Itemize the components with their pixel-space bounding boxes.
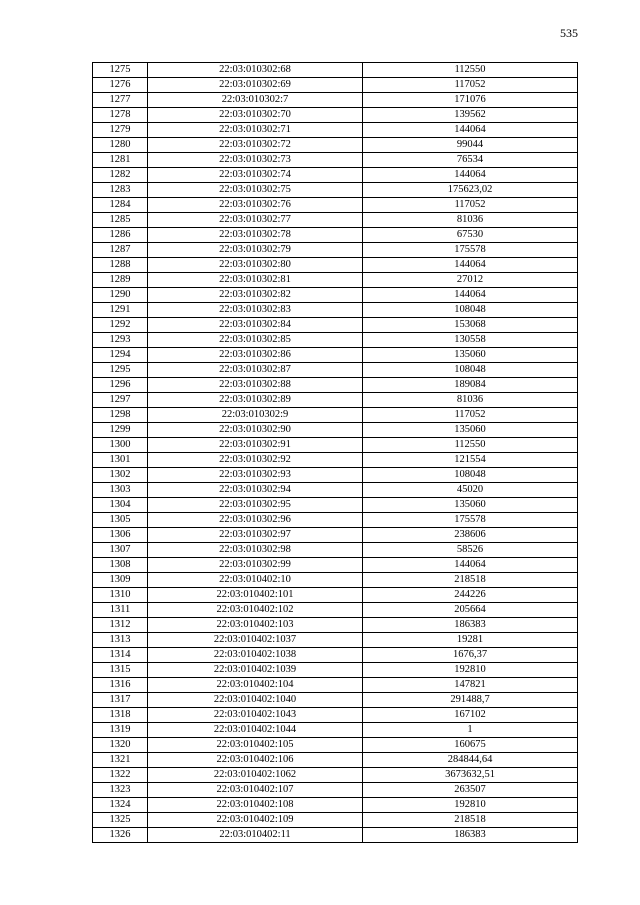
- value-cell: 1: [363, 723, 578, 738]
- value-cell: 108048: [363, 468, 578, 483]
- row-number-cell: 1282: [93, 168, 148, 183]
- value-cell: 121554: [363, 453, 578, 468]
- row-number-cell: 1303: [93, 483, 148, 498]
- table-row: [93, 813, 578, 828]
- cadastral-number-cell: 22:03:010402:1044: [148, 723, 363, 738]
- cadastral-number-cell: 22:03:010302:89: [148, 393, 363, 408]
- value-cell: 144064: [363, 123, 578, 138]
- cadastral-number-cell: 22:03:010302:95: [148, 498, 363, 513]
- row-number-cell: 1321: [93, 753, 148, 768]
- value-cell: 81036: [363, 393, 578, 408]
- cadastral-number-cell: 22:03:010302:70: [148, 108, 363, 123]
- cadastral-number-cell: 22:03:010402:109: [148, 813, 363, 828]
- value-cell: 81036: [363, 213, 578, 228]
- value-cell: 144064: [363, 558, 578, 573]
- cadastral-number-cell: 22:03:010402:105: [148, 738, 363, 753]
- table-row: [93, 288, 578, 303]
- cadastral-number-cell: 22:03:010402:1043: [148, 708, 363, 723]
- page-number: 535: [560, 26, 578, 40]
- row-number-cell: 1301: [93, 453, 148, 468]
- cadastral-number-cell: 22:03:010302:73: [148, 153, 363, 168]
- value-cell: 135060: [363, 498, 578, 513]
- row-number-cell: 1305: [93, 513, 148, 528]
- row-number-cell: 1297: [93, 393, 148, 408]
- value-cell: 135060: [363, 348, 578, 363]
- value-cell: 139562: [363, 108, 578, 123]
- cadastral-number-cell: 22:03:010302:76: [148, 198, 363, 213]
- value-cell: 175623,02: [363, 183, 578, 198]
- table-row: [93, 693, 578, 708]
- table-row: [93, 483, 578, 498]
- row-number-cell: 1281: [93, 153, 148, 168]
- value-cell: 147821: [363, 678, 578, 693]
- cadastral-number-cell: 22:03:010302:9: [148, 408, 363, 423]
- cadastral-number-cell: 22:03:010402:102: [148, 603, 363, 618]
- cadastral-number-cell: 22:03:010302:87: [148, 363, 363, 378]
- value-cell: 19281: [363, 633, 578, 648]
- table-row: [93, 423, 578, 438]
- table-row: [93, 678, 578, 693]
- table-row: [93, 123, 578, 138]
- cadastral-number-cell: 22:03:010302:97: [148, 528, 363, 543]
- table-row: [93, 588, 578, 603]
- row-number-cell: 1302: [93, 468, 148, 483]
- cadastral-number-cell: 22:03:010402:103: [148, 618, 363, 633]
- table-row: [93, 453, 578, 468]
- value-cell: 171076: [363, 93, 578, 108]
- table-row: [93, 498, 578, 513]
- row-number-cell: 1287: [93, 243, 148, 258]
- table-row: [93, 663, 578, 678]
- cadastral-number-cell: 22:03:010302:72: [148, 138, 363, 153]
- table-row: [93, 273, 578, 288]
- row-number-cell: 1307: [93, 543, 148, 558]
- cadastral-number-cell: 22:03:010302:88: [148, 378, 363, 393]
- row-number-cell: 1320: [93, 738, 148, 753]
- row-number-cell: 1285: [93, 213, 148, 228]
- table-row: [93, 633, 578, 648]
- table-row: [93, 753, 578, 768]
- table-row: [93, 138, 578, 153]
- value-cell: 117052: [363, 198, 578, 213]
- value-cell: 135060: [363, 423, 578, 438]
- table-row: [93, 468, 578, 483]
- table-row: [93, 393, 578, 408]
- table-row: [93, 513, 578, 528]
- table-row: [93, 573, 578, 588]
- value-cell: 218518: [363, 813, 578, 828]
- row-number-cell: 1308: [93, 558, 148, 573]
- row-number-cell: 1306: [93, 528, 148, 543]
- table-row: [93, 558, 578, 573]
- value-cell: 218518: [363, 573, 578, 588]
- row-number-cell: 1309: [93, 573, 148, 588]
- cadastral-number-cell: 22:03:010302:69: [148, 78, 363, 93]
- value-cell: 263507: [363, 783, 578, 798]
- row-number-cell: 1304: [93, 498, 148, 513]
- value-cell: 186383: [363, 828, 578, 843]
- row-number-cell: 1280: [93, 138, 148, 153]
- table-row: [93, 648, 578, 663]
- table-row: [93, 93, 578, 108]
- table-row: [93, 108, 578, 123]
- data-table: [92, 62, 578, 843]
- row-number-cell: 1300: [93, 438, 148, 453]
- value-cell: 144064: [363, 258, 578, 273]
- value-cell: 144064: [363, 168, 578, 183]
- table-row: [93, 528, 578, 543]
- table-row: [93, 318, 578, 333]
- table-row: [93, 768, 578, 783]
- table-row: [93, 258, 578, 273]
- cadastral-number-cell: 22:03:010302:68: [148, 63, 363, 78]
- cadastral-number-cell: 22:03:010302:74: [148, 168, 363, 183]
- cadastral-number-cell: 22:03:010402:106: [148, 753, 363, 768]
- cadastral-number-cell: 22:03:010302:81: [148, 273, 363, 288]
- value-cell: 186383: [363, 618, 578, 633]
- value-cell: 153068: [363, 318, 578, 333]
- value-cell: 67530: [363, 228, 578, 243]
- value-cell: 108048: [363, 363, 578, 378]
- row-number-cell: 1299: [93, 423, 148, 438]
- cadastral-number-cell: 22:03:010302:84: [148, 318, 363, 333]
- value-cell: 284844,64: [363, 753, 578, 768]
- table-row: [93, 543, 578, 558]
- cadastral-number-cell: 22:03:010402:101: [148, 588, 363, 603]
- table-row: [93, 198, 578, 213]
- table-row: [93, 618, 578, 633]
- value-cell: 27012: [363, 273, 578, 288]
- row-number-cell: 1310: [93, 588, 148, 603]
- cadastral-number-cell: 22:03:010402:1039: [148, 663, 363, 678]
- cadastral-number-cell: 22:03:010402:107: [148, 783, 363, 798]
- value-cell: 117052: [363, 78, 578, 93]
- table-row: [93, 333, 578, 348]
- cadastral-number-cell: 22:03:010302:85: [148, 333, 363, 348]
- cadastral-number-cell: 22:03:010402:104: [148, 678, 363, 693]
- cadastral-number-cell: 22:03:010402:1040: [148, 693, 363, 708]
- cadastral-number-cell: 22:03:010302:98: [148, 543, 363, 558]
- value-cell: 112550: [363, 438, 578, 453]
- table-row: [93, 603, 578, 618]
- row-number-cell: 1318: [93, 708, 148, 723]
- value-cell: 108048: [363, 303, 578, 318]
- row-number-cell: 1276: [93, 78, 148, 93]
- table-row: [93, 228, 578, 243]
- row-number-cell: 1312: [93, 618, 148, 633]
- row-number-cell: 1279: [93, 123, 148, 138]
- value-cell: 192810: [363, 663, 578, 678]
- value-cell: 76534: [363, 153, 578, 168]
- row-number-cell: 1296: [93, 378, 148, 393]
- table-row: [93, 798, 578, 813]
- table-row: [93, 243, 578, 258]
- row-number-cell: 1313: [93, 633, 148, 648]
- row-number-cell: 1322: [93, 768, 148, 783]
- row-number-cell: 1295: [93, 363, 148, 378]
- table-row: [93, 303, 578, 318]
- cadastral-number-cell: 22:03:010302:75: [148, 183, 363, 198]
- cadastral-number-cell: 22:03:010402:1038: [148, 648, 363, 663]
- table-row: [93, 153, 578, 168]
- cadastral-number-cell: 22:03:010302:82: [148, 288, 363, 303]
- value-cell: 160675: [363, 738, 578, 753]
- table-row: [93, 183, 578, 198]
- cadastral-number-cell: 22:03:010302:78: [148, 228, 363, 243]
- cadastral-number-cell: 22:03:010402:1062: [148, 768, 363, 783]
- row-number-cell: 1325: [93, 813, 148, 828]
- table-row: [93, 408, 578, 423]
- row-number-cell: 1298: [93, 408, 148, 423]
- cadastral-number-cell: 22:03:010302:99: [148, 558, 363, 573]
- row-number-cell: 1284: [93, 198, 148, 213]
- value-cell: 291488,7: [363, 693, 578, 708]
- row-number-cell: 1283: [93, 183, 148, 198]
- row-number-cell: 1292: [93, 318, 148, 333]
- value-cell: 238606: [363, 528, 578, 543]
- table-row: [93, 723, 578, 738]
- cadastral-number-cell: 22:03:010302:94: [148, 483, 363, 498]
- row-number-cell: 1315: [93, 663, 148, 678]
- value-cell: 117052: [363, 408, 578, 423]
- cadastral-number-cell: 22:03:010302:83: [148, 303, 363, 318]
- table-row: [93, 213, 578, 228]
- cadastral-number-cell: 22:03:010402:10: [148, 573, 363, 588]
- value-cell: 144064: [363, 288, 578, 303]
- row-number-cell: 1323: [93, 783, 148, 798]
- row-number-cell: 1288: [93, 258, 148, 273]
- row-number-cell: 1316: [93, 678, 148, 693]
- cadastral-number-cell: 22:03:010302:79: [148, 243, 363, 258]
- table-row: [93, 168, 578, 183]
- table-row: [93, 78, 578, 93]
- value-cell: 189084: [363, 378, 578, 393]
- table-row: [93, 438, 578, 453]
- row-number-cell: 1294: [93, 348, 148, 363]
- value-cell: 192810: [363, 798, 578, 813]
- cadastral-number-cell: 22:03:010402:108: [148, 798, 363, 813]
- cadastral-number-cell: 22:03:010302:77: [148, 213, 363, 228]
- row-number-cell: 1319: [93, 723, 148, 738]
- row-number-cell: 1317: [93, 693, 148, 708]
- value-cell: 45020: [363, 483, 578, 498]
- value-cell: 167102: [363, 708, 578, 723]
- value-cell: 175578: [363, 513, 578, 528]
- cadastral-number-cell: 22:03:010302:91: [148, 438, 363, 453]
- value-cell: 205664: [363, 603, 578, 618]
- cadastral-number-cell: 22:03:010302:96: [148, 513, 363, 528]
- row-number-cell: 1324: [93, 798, 148, 813]
- row-number-cell: 1290: [93, 288, 148, 303]
- row-number-cell: 1289: [93, 273, 148, 288]
- value-cell: 1676,37: [363, 648, 578, 663]
- value-cell: 244226: [363, 588, 578, 603]
- cadastral-number-cell: 22:03:010302:90: [148, 423, 363, 438]
- cadastral-number-cell: 22:03:010402:11: [148, 828, 363, 843]
- value-cell: 58526: [363, 543, 578, 558]
- value-cell: 99044: [363, 138, 578, 153]
- table-row: [93, 828, 578, 843]
- cadastral-number-cell: 22:03:010302:80: [148, 258, 363, 273]
- table-body: [93, 63, 578, 843]
- cadastral-number-cell: 22:03:010302:93: [148, 468, 363, 483]
- table-row: [93, 363, 578, 378]
- row-number-cell: 1326: [93, 828, 148, 843]
- row-number-cell: 1293: [93, 333, 148, 348]
- row-number-cell: 1291: [93, 303, 148, 318]
- value-cell: 3673632,51: [363, 768, 578, 783]
- row-number-cell: 1275: [93, 63, 148, 78]
- cadastral-number-cell: 22:03:010302:86: [148, 348, 363, 363]
- value-cell: 175578: [363, 243, 578, 258]
- row-number-cell: 1278: [93, 108, 148, 123]
- table-row: [93, 783, 578, 798]
- table-row: [93, 63, 578, 78]
- table-row: [93, 738, 578, 753]
- row-number-cell: 1286: [93, 228, 148, 243]
- table-row: [93, 378, 578, 393]
- row-number-cell: 1311: [93, 603, 148, 618]
- table-row: [93, 708, 578, 723]
- value-cell: 112550: [363, 63, 578, 78]
- row-number-cell: 1277: [93, 93, 148, 108]
- table-row: [93, 348, 578, 363]
- cadastral-number-cell: 22:03:010302:7: [148, 93, 363, 108]
- row-number-cell: 1314: [93, 648, 148, 663]
- cadastral-number-cell: 22:03:010302:92: [148, 453, 363, 468]
- value-cell: 130558: [363, 333, 578, 348]
- cadastral-number-cell: 22:03:010302:71: [148, 123, 363, 138]
- cadastral-number-cell: 22:03:010402:1037: [148, 633, 363, 648]
